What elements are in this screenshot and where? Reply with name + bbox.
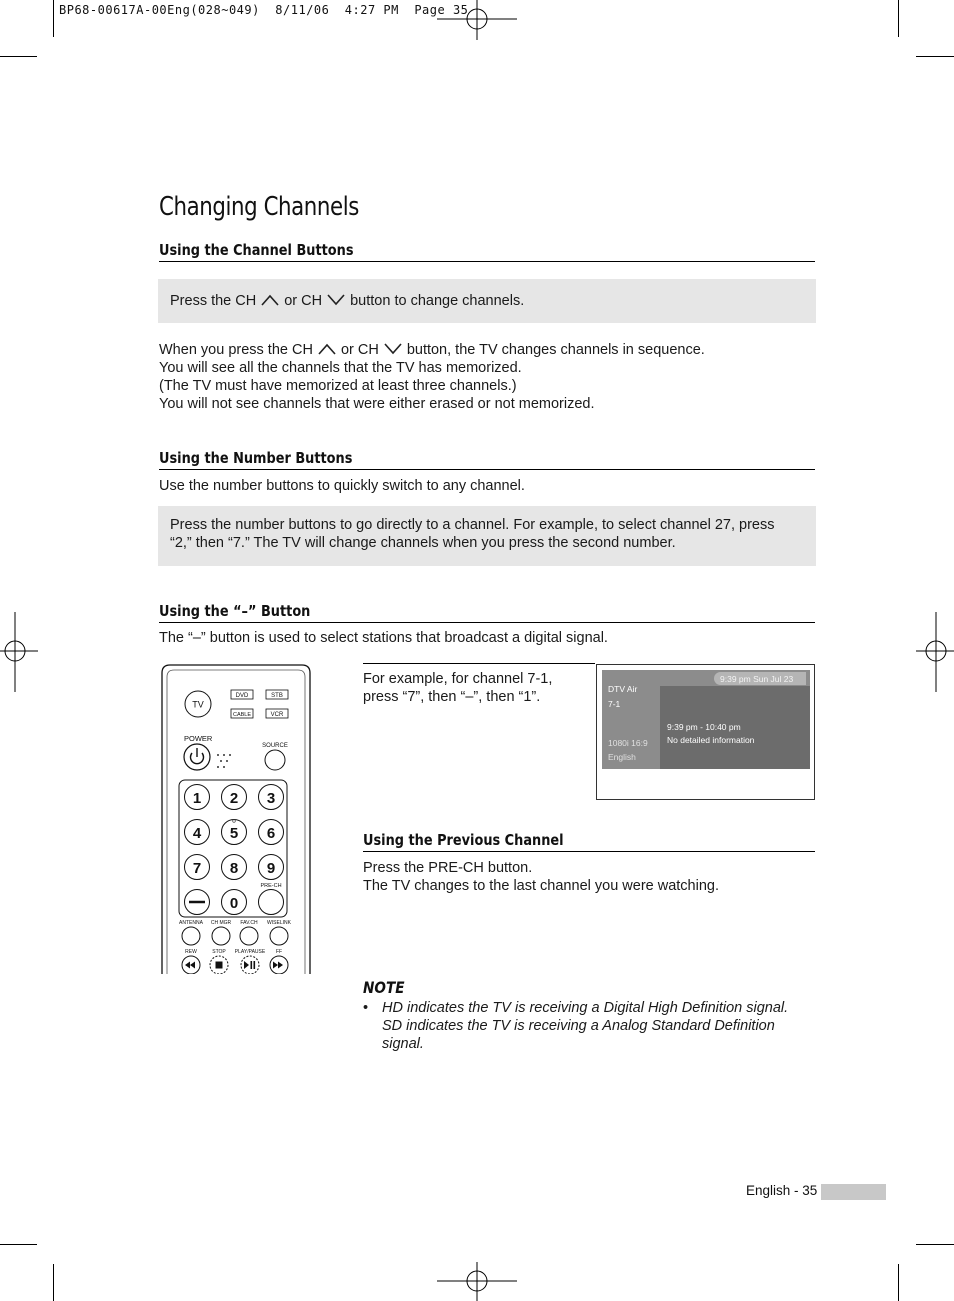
remote-digit-5: 5 — [229, 825, 239, 842]
remote-power-label: POWER — [184, 734, 213, 743]
remote-rew-label: REW — [185, 949, 197, 955]
osd-language: English — [608, 752, 636, 762]
previous-channel-text: Press the PRE-CH button. The TV changes to the last channel you were watching. — [363, 860, 720, 894]
number-buttons-heading: Using the Number Buttons — [159, 449, 353, 467]
remote-digit-8: 8 — [229, 860, 239, 877]
footer-bar — [821, 1184, 886, 1200]
remote-control-illustration — [160, 663, 312, 974]
note-bullet: • — [363, 1000, 369, 1016]
remote-stb-label: STB — [271, 693, 283, 699]
example-rule — [363, 663, 595, 664]
remote-digit-4: 4 — [192, 825, 202, 842]
remote-chmgr-label: CH MGR — [210, 920, 232, 926]
channel-buttons-heading: Using the Channel Buttons — [159, 241, 354, 259]
remote-ff-label: FF — [275, 949, 283, 955]
chevron-up-icon — [261, 294, 279, 306]
chevron-up-icon — [318, 343, 336, 355]
osd-channel: 7-1 — [608, 699, 621, 709]
dash-button-intro: The “–” button is used to select stations that broadcast a digital signal. — [159, 630, 608, 646]
number-instruction: Press the number buttons to go directly to a channel. For example, to select channel 27, press “2,” then “7.” The TV will change channels when you press the second number. — [170, 517, 775, 551]
channel-description: When you press the CH or CH button, the TV changes channels in sequence. You will see all the channels that the TV has memorized. (The TV must have memorized at least three channels.) You will not see channels that were either erased or not memorized. — [159, 342, 705, 412]
section-rule — [363, 851, 815, 852]
remote-digit-2: 2 — [229, 790, 239, 807]
number-buttons-intro: Use the number buttons to quickly switch to any channel. — [159, 478, 525, 494]
chevron-down-icon — [327, 294, 345, 306]
remote-digit-0: 0 — [229, 895, 239, 912]
print-slug: BP68-00617A-00Eng(028~049) 8/11/06 4:27 PM Page 35 — [59, 3, 469, 17]
chevron-down-icon — [384, 343, 402, 355]
remote-digit-9: 9 — [266, 860, 276, 877]
osd-program-time: 9:39 pm - 10:40 pm — [667, 722, 741, 732]
osd-program-info: No detailed information — [667, 735, 755, 745]
remote-stop-label: STOP — [212, 949, 226, 955]
remote-prech-label: PRE-CH — [260, 883, 282, 889]
section-rule — [159, 469, 815, 470]
remote-digit-1: 1 — [192, 790, 202, 807]
previous-channel-heading: Using the Previous Channel — [363, 831, 564, 849]
remote-digit-7: 7 — [192, 860, 202, 877]
remote-tv-label: TV — [192, 699, 204, 710]
remote-antenna-label: ANTENNA — [179, 920, 203, 926]
remote-wiselink-label: WISELINK — [267, 920, 291, 926]
page-number: English - 35 — [746, 1183, 818, 1198]
page-title: Changing Channels — [159, 192, 359, 222]
note-heading: NOTE — [363, 978, 405, 997]
osd-source: DTV Air — [608, 684, 638, 694]
dash-example: For example, for channel 7-1, press “7”, then “–”, then “1”. — [363, 671, 553, 705]
channel-instruction: Press the CH or CH button to change channels. — [170, 293, 525, 309]
dash-button-heading: Using the “–” Button — [159, 602, 311, 620]
remote-vcr-label: VCR — [270, 712, 284, 718]
osd-format: 1080i 16:9 — [608, 738, 648, 748]
remote-playpause-label: PLAY/PAUSE — [234, 949, 266, 955]
remote-digit-3: 3 — [266, 790, 276, 807]
osd-time-date: 9:39 pm Sun Jul 23 — [720, 674, 794, 684]
section-rule — [159, 622, 815, 623]
remote-dvd-label: DVD — [235, 693, 249, 699]
section-rule — [159, 261, 815, 262]
remote-source-label: SOURCE — [262, 743, 288, 749]
remote-digit-6: 6 — [266, 825, 276, 842]
note-text: • HD indicates the TV is receiving a Digital High Definition signal. SD indicates the TV is receiving a Analog Standard Definition signal. — [363, 1000, 789, 1052]
remote-favch-label: FAV.CH — [240, 920, 258, 926]
remote-cable-label: CABLE — [232, 712, 252, 718]
